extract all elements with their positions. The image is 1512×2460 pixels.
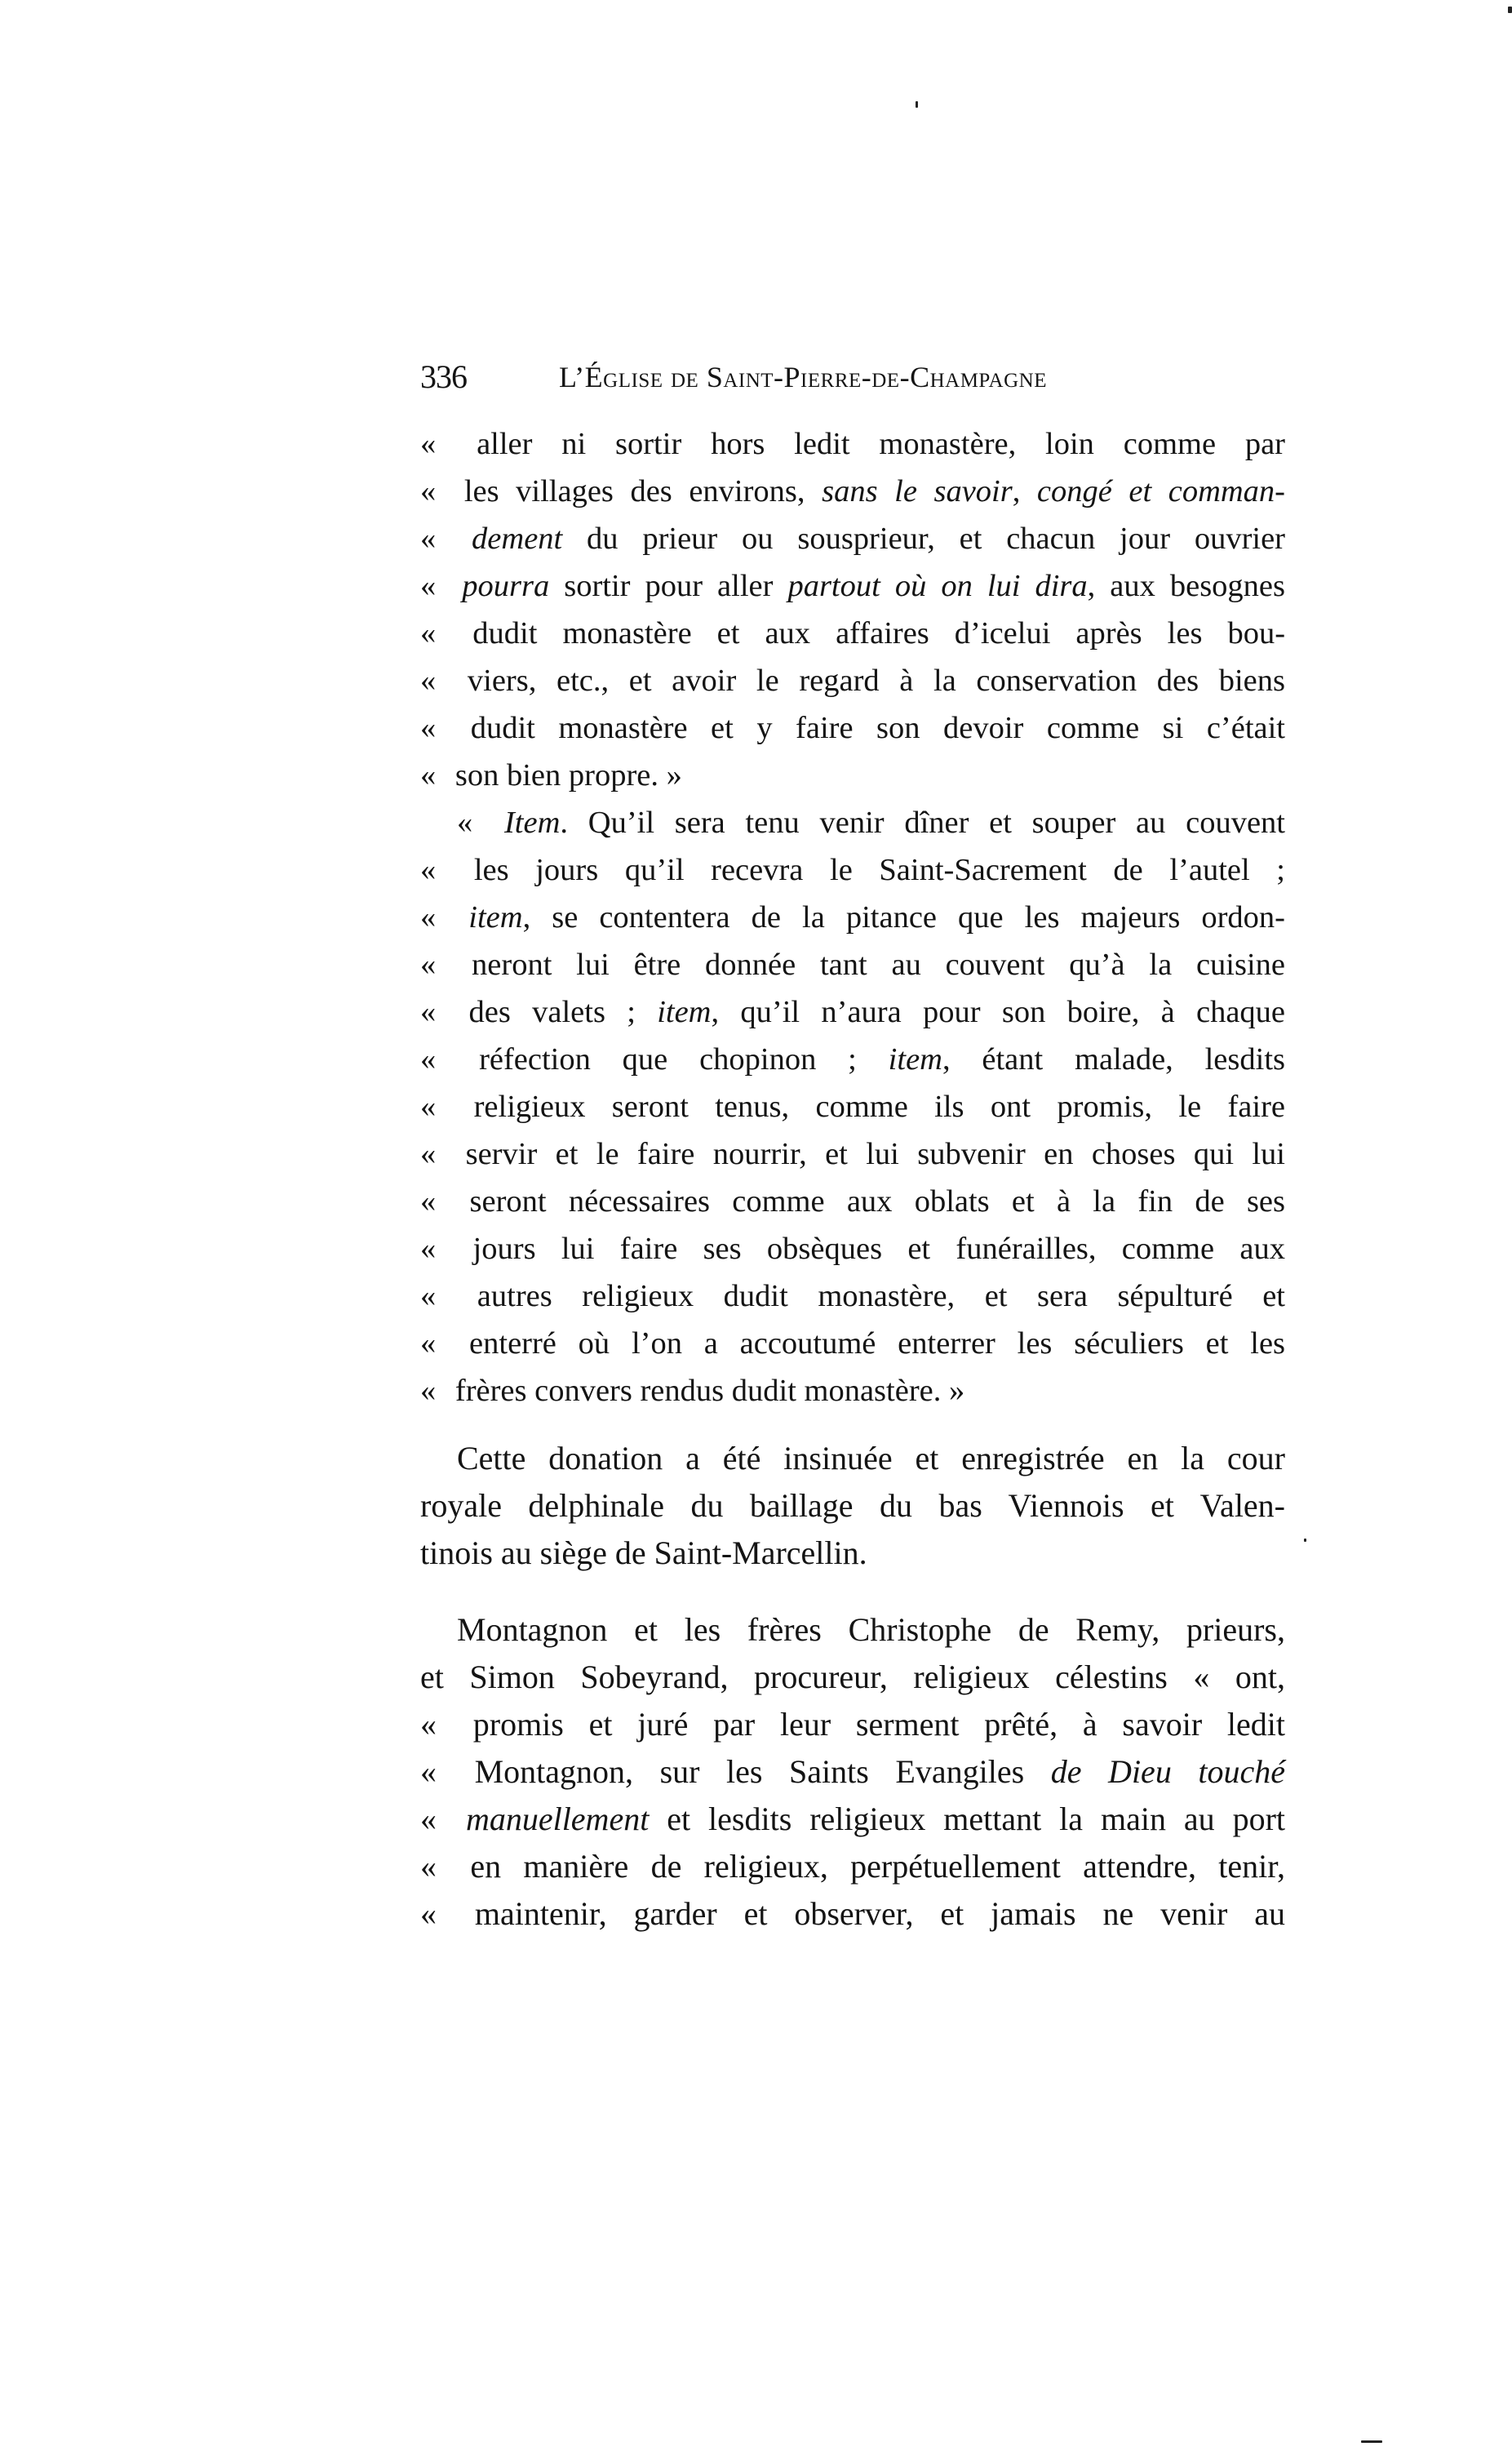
text-segment: son bien propre. » (454, 758, 682, 793)
quote-mark: « (420, 1279, 437, 1313)
text-line (420, 1530, 1285, 1577)
text-line (420, 1367, 1285, 1414)
quote-mark: « (420, 1232, 437, 1266)
quote-mark: « (420, 1895, 437, 1932)
italic-text: pourra (462, 569, 550, 603)
quote-mark: « (457, 806, 473, 840)
quote-mark: « (420, 522, 437, 556)
text-segment: . Qu’il sera tenu venir dîner et souper au couvent (560, 806, 1285, 840)
text-line (420, 1272, 1285, 1320)
quote-mark: « (420, 1326, 437, 1361)
page-number: 336 (420, 358, 467, 395)
text-line (457, 799, 1285, 846)
italic-text: de Dieu touché (1050, 1753, 1286, 1790)
text-line (420, 1130, 1285, 1178)
italic-text: item (468, 900, 523, 935)
running-header (420, 357, 1285, 397)
quote-mark: « (420, 995, 437, 1029)
quote-mark: « (420, 1801, 437, 1837)
text-segment: les jours qu’il recevra le Saint-Sacrement de l’autel ; (473, 853, 1286, 887)
text-segment: , aux besognes (1087, 569, 1286, 603)
text-line (420, 1796, 1285, 1843)
text-segment: et lesdits religieux mettant la main au port (649, 1801, 1286, 1837)
text-line (420, 1843, 1285, 1890)
text-segment: des valets ; (468, 995, 658, 1029)
italic-text: congé et comman- (1036, 474, 1285, 508)
text-segment: aller ni sortir hors ledit monastère, loin comme par (477, 427, 1286, 461)
text-segment: autres religieux dudit monastère, et sera sépulturé et (477, 1279, 1285, 1313)
text-segment: , se contentera de la pitance que les majeurs ordon- (522, 900, 1285, 935)
text-segment: , (1012, 474, 1037, 508)
italic-text: manuellement (465, 1801, 650, 1837)
text-line (420, 941, 1285, 988)
text-line (420, 1701, 1285, 1748)
italic-text: item (657, 995, 712, 1029)
quote-mark: « (420, 853, 437, 887)
text-line (420, 752, 1285, 799)
quote-mark: « (420, 1706, 437, 1743)
quote-mark: « (420, 474, 437, 508)
text-line (457, 1435, 1285, 1482)
quote-mark: « (420, 711, 437, 745)
text-line (420, 704, 1285, 752)
text-line (420, 846, 1285, 894)
text-line (420, 420, 1285, 468)
text-line (420, 894, 1285, 941)
text-segment: Montagnon et les frères Christophe de Remy, prieurs, (457, 1611, 1285, 1648)
quote-mark: « (420, 616, 437, 651)
scan-speck (1304, 1539, 1306, 1542)
quote-mark: « (420, 569, 437, 603)
text-segment: et Simon Sobeyrand, procureur, religieux célestins « ont, (420, 1659, 1285, 1695)
text-segment: les villages des environs, (463, 474, 823, 508)
italic-text: dement (472, 522, 563, 556)
quote-mark: « (420, 1374, 437, 1408)
text-segment: Montagnon, sur les Saints Evangiles (474, 1753, 1051, 1790)
text-segment: dudit monastère et y faire son devoir comme si c’était (470, 711, 1285, 745)
italic-text: Item (503, 806, 561, 840)
text-line (420, 1083, 1285, 1130)
quote-mark: « (420, 900, 437, 935)
italic-text: partout où on lui dira (787, 569, 1088, 603)
running-title: L’Église de Saint-Pierre-de-Champagne (559, 361, 1047, 393)
quote-mark: « (420, 948, 437, 982)
text-segment: frères convers rendus dudit monastère. » (454, 1374, 965, 1408)
quote-mark: « (420, 664, 437, 698)
quote-mark: « (420, 1848, 437, 1885)
quote-mark: « (420, 758, 437, 793)
text-segment: jours lui faire ses obsèques et funérailles, comme aux (472, 1232, 1286, 1266)
text-line (420, 1320, 1285, 1367)
quote-mark: « (420, 1753, 437, 1790)
text-segment: réfection que chopinon ; (479, 1042, 889, 1077)
text-line (420, 1654, 1285, 1701)
text-line (420, 1178, 1285, 1225)
text-segment: tinois au siège de Saint-Marcellin. (420, 1534, 867, 1571)
scan-speck (1508, 7, 1512, 13)
text-segment: religieux seront tenus, comme ils ont promis, le faire (473, 1090, 1285, 1124)
text-line (420, 1890, 1285, 1938)
text-segment: Cette donation a été insinuée et enregistrée en la cour (457, 1440, 1285, 1476)
text-segment: dudit monastère et aux affaires d’icelui après les bou- (472, 616, 1286, 651)
text-segment: en manière de religieux, perpétuellement attendre, tenir, (470, 1848, 1286, 1885)
text-line (420, 1036, 1285, 1083)
text-line (420, 562, 1285, 610)
text-segment: enterré où l’on a accoutumé enterrer les séculiers et les (469, 1326, 1286, 1361)
text-segment: , étant malade, lesdits (942, 1042, 1286, 1077)
text-segment: seront nécessaires comme aux oblats et à la fin de ses (469, 1184, 1286, 1219)
text-segment: du prieur ou sousprieur, et chacun jour ouvrier (562, 522, 1285, 556)
text-line (420, 468, 1285, 515)
quote-mark: « (420, 427, 437, 461)
text-segment: promis et juré par leur serment prêté, à savoir ledit (472, 1706, 1286, 1743)
text-segment: neront lui être donnée tant au couvent qu’à la cuisine (472, 948, 1286, 982)
text-line (420, 515, 1285, 562)
text-line (457, 1606, 1285, 1654)
text-line (420, 657, 1285, 704)
scan-speck (1361, 2440, 1382, 2443)
quote-mark: « (420, 1090, 437, 1124)
quote-mark: « (420, 1184, 437, 1219)
text-line (420, 1748, 1285, 1796)
quote-mark: « (420, 1042, 437, 1077)
text-segment: sortir pour aller (549, 569, 788, 603)
text-segment: servir et le faire nourrir, et lui subvenir en choses qui lui (465, 1137, 1286, 1171)
scan-speck (916, 101, 918, 108)
text-segment: viers, etc., et avoir le regard à la conservation des biens (467, 664, 1285, 698)
text-line (420, 988, 1285, 1036)
text-line (420, 610, 1285, 657)
text-segment: royale delphinale du baillage du bas Viennois et Valen- (420, 1487, 1285, 1524)
italic-text: item (888, 1042, 942, 1077)
text-line (420, 1225, 1285, 1272)
text-line (420, 1482, 1285, 1530)
quote-mark: « (420, 1137, 437, 1171)
text-segment: maintenir, garder et observer, et jamais ne venir au (474, 1895, 1285, 1932)
italic-text: sans le savoir (822, 474, 1013, 508)
text-segment: , qu’il n’aura pour son boire, à chaque (711, 995, 1286, 1029)
